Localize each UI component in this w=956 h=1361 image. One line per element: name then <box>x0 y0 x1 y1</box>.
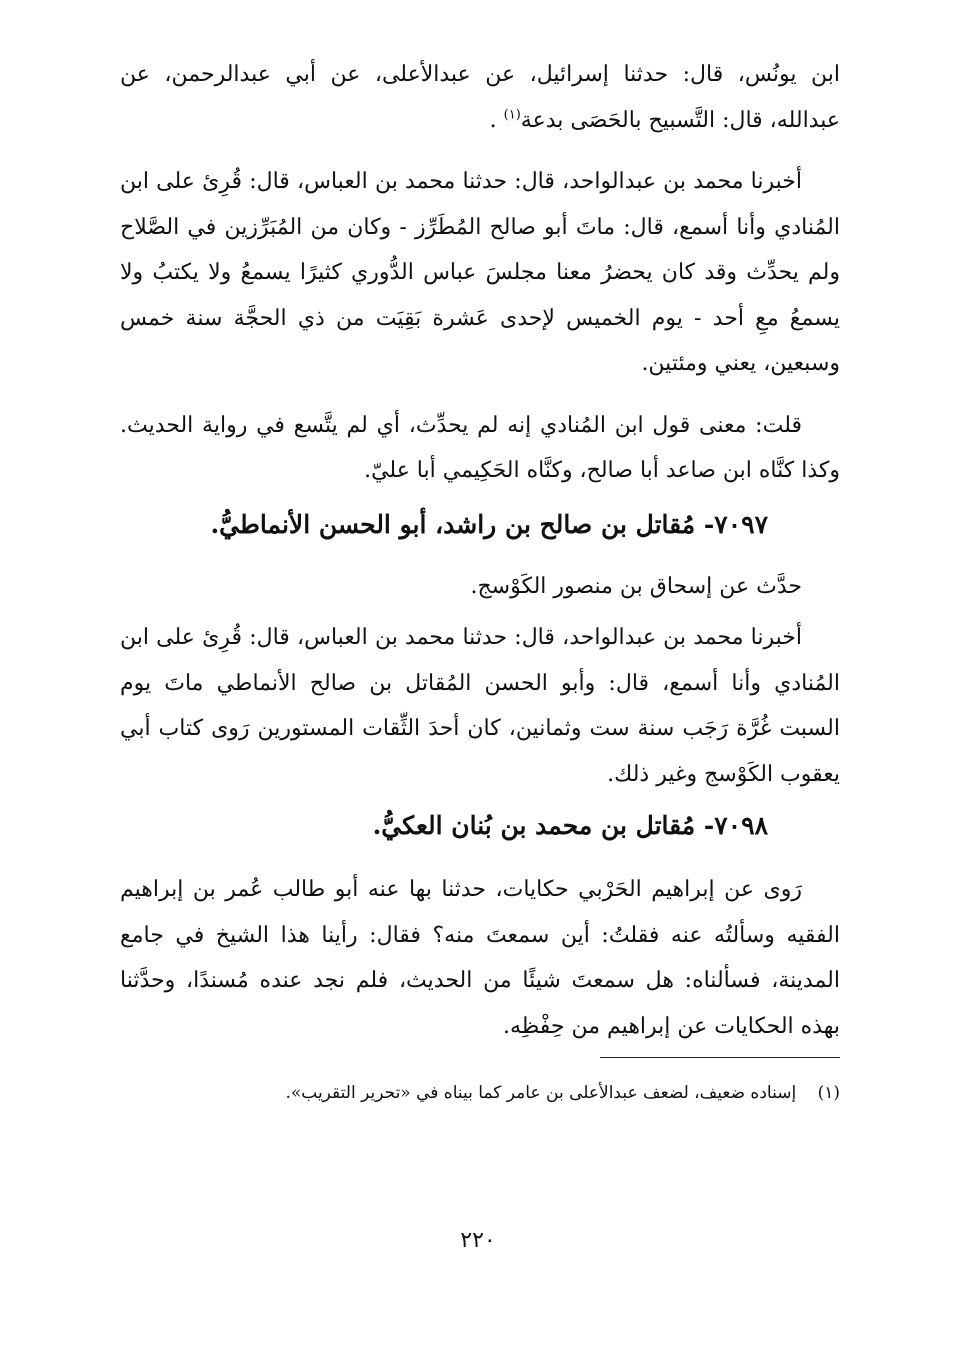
paragraph-3: قلت: معنى قول ابن المُنادي إنه لم يحدِّث، أي لم يتَّسع في رواية الحديث. وكذا كنَّاه ابن صاعد أبا صالح، وكنَّاه الحَكِيمي أبا عليّ. <box>120 412 840 483</box>
footnote-reference[interactable]: (١) <box>503 107 521 123</box>
footnote-marker: (١) <box>817 1083 840 1103</box>
paragraph-6: رَوى عن إبراهيم الحَرْبي حكايات، حدثنا بها عنه أبو طالب عُمر بن إبراهيم الفقيه وسألتُه عنه فقلتُ: أين سمعتَ منه؟ فقال: رأينا هذا الشيخ في جامع المدينة، فسألناه: هل سمعتَ شيئًا من الحديث، فلم نجد عنده مُسندًا، وحدَّثنا بهذه الحكايات عن إبراهيم من حِفْظِه. <box>120 877 840 1039</box>
paragraph-4: حدَّث عن إسحاق بن منصور الكَوْسج. <box>470 573 802 599</box>
footnote-text: إسناده ضعيف، لضعف عبدالأعلى بن عامر كما بيناه في «تحرير التقريب». <box>285 1083 797 1103</box>
footnote <box>120 1078 840 1108</box>
paragraph-1-end: . <box>489 107 504 133</box>
entry-heading-7098: ٧٠٩٨- مُقاتل بن محمد بن بُنان العكيُّ. <box>372 811 768 840</box>
page-number: ٢٢٠ <box>460 1228 496 1253</box>
paragraph-1-text: ابن يونُس، قال: حدثنا إسرائيل، عن عبدالأعلى، عن أبي عبدالرحمن، عن عبدالله، قال: التَّسبيح بالحَصَى بدعة <box>120 62 840 133</box>
paragraph-1 <box>120 52 840 143</box>
paragraph-2: أخبرنا محمد بن عبدالواحد، قال: حدثنا محمد بن العباس، قال: قُرِئ على ابن المُنادي وأنا أسمع، قال: ماتَ أبو صالح المُطَرِّز - وكان من المُبَرِّزين في الصَّلاح ولم يحدِّث وقد كان يحضرُ معنا مجلسَ عباس الدُّوري كثيرًا يسمعُ ولا يكتبُ ولا يسمعُ معِ أحد - يوم الخميس لإحدى عَشرة بَقِيَت من ذي الحجَّة سنة خمس وسبعين، يعني ومئتين. <box>120 169 840 376</box>
entry-heading-7097: ٧٠٩٧- مُقاتل بن صالح بن راشد، أبو الحسن الأنماطيُّ. <box>210 509 768 539</box>
page-body <box>120 52 840 1332</box>
paragraph-5: أخبرنا محمد بن عبدالواحد، قال: حدثنا محمد بن العباس، قال: قُرِئ على ابن المُنادي وأنا أسمع، قال: وأبو الحسن المُقاتل بن صالح الأنماطي ماتَ يوم السبت غُرَّة رَجَب سنة ست وثمانين، كان أحدَ الثِّقات المستورين رَوى كتاب أبي يعقوب الكَوْسج وغير ذلك. <box>120 625 840 787</box>
footnote-separator <box>600 1057 840 1058</box>
